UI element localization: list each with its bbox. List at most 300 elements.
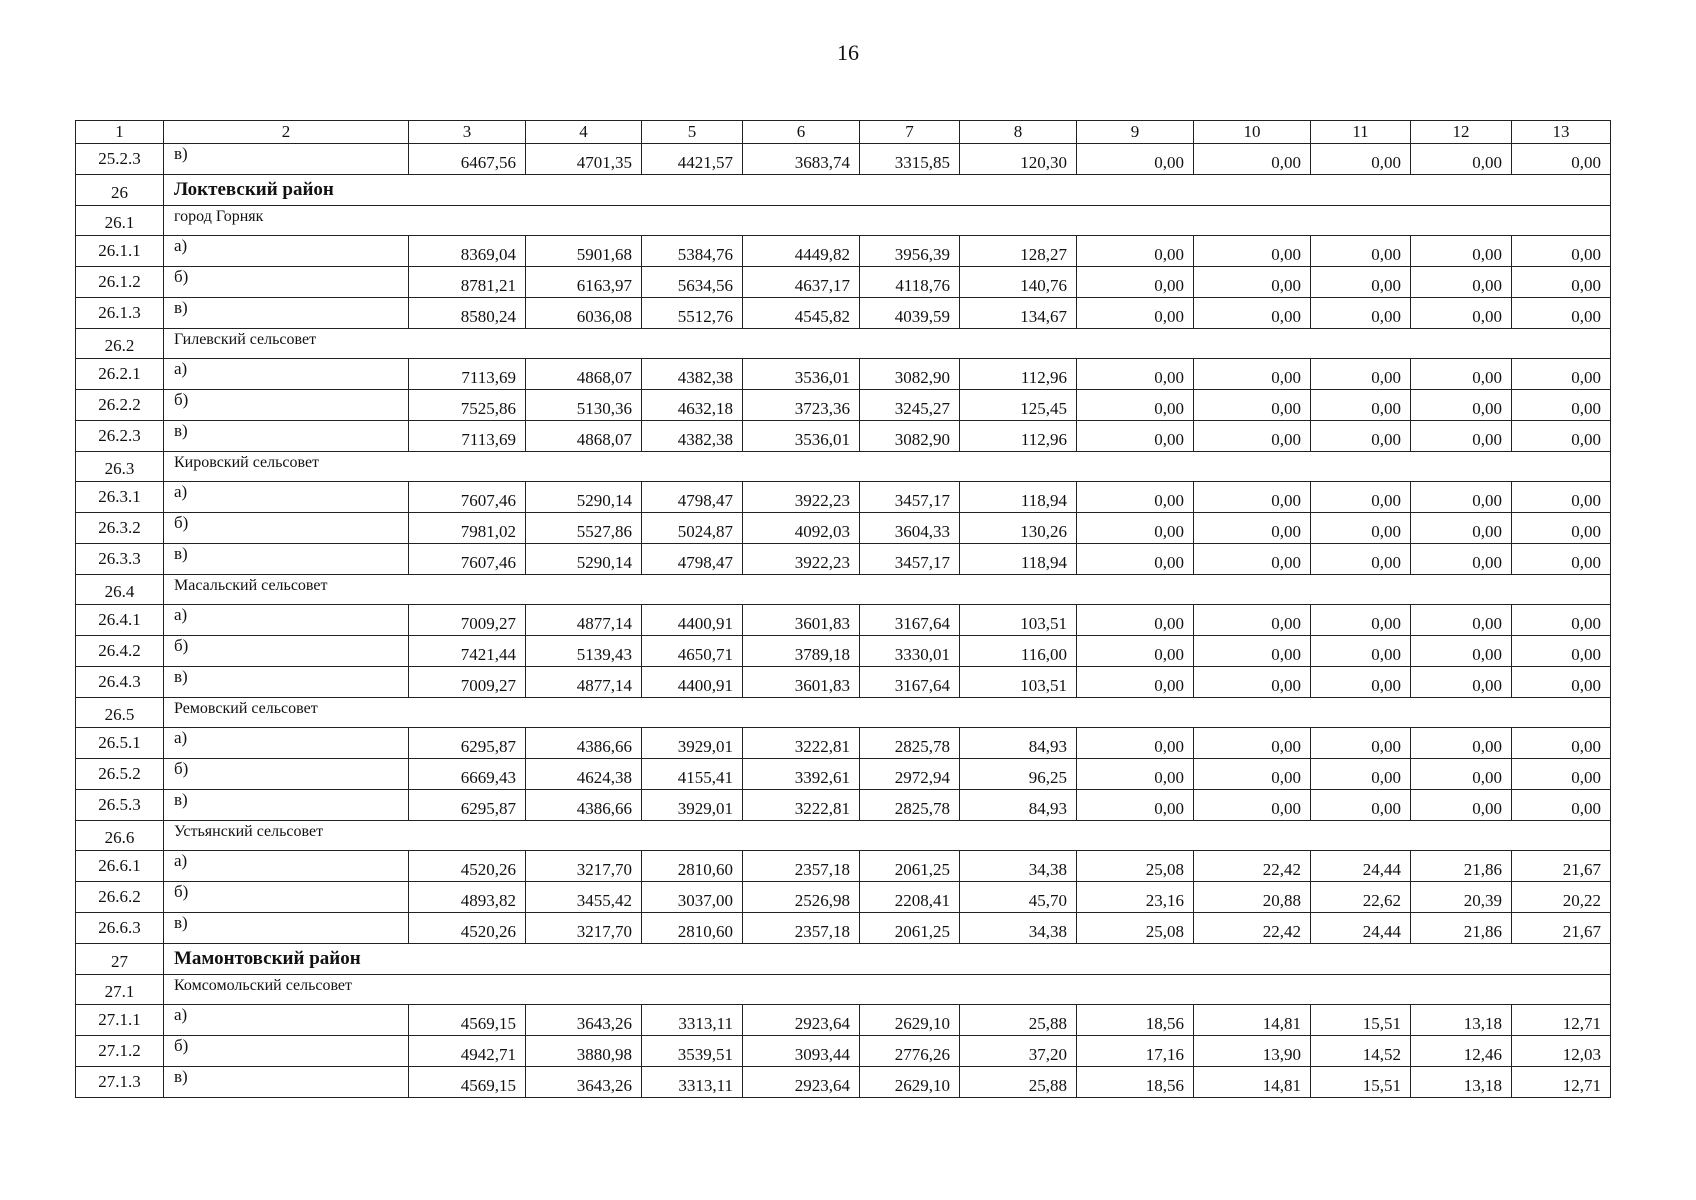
- value-cell: 103,51: [960, 667, 1077, 698]
- value-cell: 0,00: [1411, 728, 1512, 759]
- value-cell: 3082,90: [860, 421, 960, 452]
- table-row: [76, 1036, 1611, 1067]
- value-cell: 2061,25: [860, 913, 960, 944]
- value-cell: 20,88: [1194, 882, 1311, 913]
- value-cell: 21,67: [1512, 851, 1611, 882]
- value-cell: 5139,43: [526, 636, 642, 667]
- value-cell: 2810,60: [642, 913, 743, 944]
- row-code: 27.1.1: [76, 1005, 164, 1036]
- value-cell: 4039,59: [860, 298, 960, 329]
- value-cell: 22,42: [1194, 913, 1311, 944]
- settlement-row: [76, 698, 1611, 728]
- value-cell: 12,71: [1512, 1067, 1611, 1098]
- row-label: в): [164, 421, 409, 452]
- value-cell: 12,03: [1512, 1036, 1611, 1067]
- settlement-row: [76, 329, 1611, 359]
- row-label: в): [164, 913, 409, 944]
- value-cell: 8369,04: [409, 236, 526, 267]
- value-cell: 0,00: [1077, 267, 1194, 298]
- value-cell: 3723,36: [743, 390, 860, 421]
- value-cell: 8580,24: [409, 298, 526, 329]
- value-cell: 14,81: [1194, 1067, 1311, 1098]
- value-cell: 3643,26: [526, 1005, 642, 1036]
- value-cell: 0,00: [1077, 390, 1194, 421]
- value-cell: 5290,14: [526, 482, 642, 513]
- value-cell: 0,00: [1411, 636, 1512, 667]
- value-cell: 5512,76: [642, 298, 743, 329]
- value-cell: 130,26: [960, 513, 1077, 544]
- row-code: 26.2.3: [76, 421, 164, 452]
- value-cell: 0,00: [1194, 359, 1311, 390]
- settlement-name: город Горняк: [164, 206, 1611, 236]
- value-cell: 7113,69: [409, 359, 526, 390]
- value-cell: 0,00: [1512, 421, 1611, 452]
- value-cell: 0,00: [1194, 421, 1311, 452]
- value-cell: 120,30: [960, 144, 1077, 175]
- value-cell: 0,00: [1077, 298, 1194, 329]
- row-code: 26.5: [76, 698, 164, 728]
- value-cell: 3313,11: [642, 1067, 743, 1098]
- value-cell: 4118,76: [860, 267, 960, 298]
- value-cell: 0,00: [1411, 390, 1512, 421]
- value-cell: 3217,70: [526, 851, 642, 882]
- value-cell: 20,22: [1512, 882, 1611, 913]
- column-number: 5: [642, 121, 743, 144]
- row-code: 26.5.1: [76, 728, 164, 759]
- value-cell: 4400,91: [642, 667, 743, 698]
- value-cell: 2810,60: [642, 851, 743, 882]
- value-cell: 0,00: [1311, 636, 1411, 667]
- table-row: [76, 913, 1611, 944]
- row-code: 26.4.3: [76, 667, 164, 698]
- value-cell: 0,00: [1411, 267, 1512, 298]
- value-cell: 0,00: [1311, 298, 1411, 329]
- value-cell: 4701,35: [526, 144, 642, 175]
- value-cell: 0,00: [1194, 728, 1311, 759]
- value-cell: 3643,26: [526, 1067, 642, 1098]
- value-cell: 140,76: [960, 267, 1077, 298]
- value-cell: 4386,66: [526, 790, 642, 821]
- value-cell: 3536,01: [743, 421, 860, 452]
- settlement-name: Комсомольский сельсовет: [164, 975, 1611, 1005]
- value-cell: 25,88: [960, 1067, 1077, 1098]
- column-number: 3: [409, 121, 526, 144]
- value-cell: 112,96: [960, 421, 1077, 452]
- value-cell: 7421,44: [409, 636, 526, 667]
- value-cell: 3536,01: [743, 359, 860, 390]
- value-cell: 84,93: [960, 728, 1077, 759]
- value-cell: 6295,87: [409, 728, 526, 759]
- value-cell: 4386,66: [526, 728, 642, 759]
- row-label: а): [164, 728, 409, 759]
- value-cell: 3604,33: [860, 513, 960, 544]
- value-cell: 3167,64: [860, 667, 960, 698]
- value-cell: 0,00: [1194, 236, 1311, 267]
- value-cell: 21,67: [1512, 913, 1611, 944]
- settlement-name: Кировский сельсовет: [164, 452, 1611, 482]
- table-row: [76, 882, 1611, 913]
- value-cell: 112,96: [960, 359, 1077, 390]
- value-cell: 3082,90: [860, 359, 960, 390]
- value-cell: 0,00: [1512, 236, 1611, 267]
- value-cell: 3330,01: [860, 636, 960, 667]
- value-cell: 2208,41: [860, 882, 960, 913]
- value-cell: 3455,42: [526, 882, 642, 913]
- value-cell: 22,62: [1311, 882, 1411, 913]
- row-label: в): [164, 144, 409, 175]
- value-cell: 0,00: [1194, 605, 1311, 636]
- value-cell: 3167,64: [860, 605, 960, 636]
- settlement-name: Масальский сельсовет: [164, 575, 1611, 605]
- value-cell: 24,44: [1311, 913, 1411, 944]
- value-cell: 2629,10: [860, 1067, 960, 1098]
- row-label: б): [164, 390, 409, 421]
- value-cell: 3392,61: [743, 759, 860, 790]
- value-cell: 4092,03: [743, 513, 860, 544]
- value-cell: 4650,71: [642, 636, 743, 667]
- value-cell: 0,00: [1411, 144, 1512, 175]
- value-cell: 34,38: [960, 913, 1077, 944]
- district-name: Мамонтовский район: [164, 944, 1611, 975]
- value-cell: 0,00: [1311, 482, 1411, 513]
- district-name: Локтевский район: [164, 175, 1611, 206]
- value-cell: 0,00: [1512, 790, 1611, 821]
- value-cell: 3956,39: [860, 236, 960, 267]
- value-cell: 4632,18: [642, 390, 743, 421]
- column-number: 9: [1077, 121, 1194, 144]
- row-code: 26.4.2: [76, 636, 164, 667]
- value-cell: 0,00: [1512, 359, 1611, 390]
- value-cell: 7009,27: [409, 605, 526, 636]
- row-code: 26.3: [76, 452, 164, 482]
- value-cell: 5024,87: [642, 513, 743, 544]
- row-code: 26.1.1: [76, 236, 164, 267]
- value-cell: 4545,82: [743, 298, 860, 329]
- value-cell: 3683,74: [743, 144, 860, 175]
- value-cell: 5901,68: [526, 236, 642, 267]
- value-cell: 0,00: [1512, 513, 1611, 544]
- value-cell: 14,52: [1311, 1036, 1411, 1067]
- row-code: 26.5.3: [76, 790, 164, 821]
- row-code: 26.3.2: [76, 513, 164, 544]
- row-code: 26.2.2: [76, 390, 164, 421]
- value-cell: 0,00: [1194, 636, 1311, 667]
- row-label: а): [164, 359, 409, 390]
- value-cell: 84,93: [960, 790, 1077, 821]
- value-cell: 4624,38: [526, 759, 642, 790]
- value-cell: 0,00: [1311, 390, 1411, 421]
- value-cell: 0,00: [1411, 359, 1512, 390]
- value-cell: 0,00: [1311, 359, 1411, 390]
- value-cell: 2061,25: [860, 851, 960, 882]
- row-label: в): [164, 298, 409, 329]
- value-cell: 13,90: [1194, 1036, 1311, 1067]
- value-cell: 0,00: [1311, 421, 1411, 452]
- table-row: [76, 359, 1611, 390]
- row-label: б): [164, 513, 409, 544]
- row-label: а): [164, 1005, 409, 1036]
- value-cell: 0,00: [1194, 482, 1311, 513]
- district-row: [76, 944, 1611, 975]
- value-cell: 4569,15: [409, 1005, 526, 1036]
- value-cell: 45,70: [960, 882, 1077, 913]
- row-code: 26: [76, 175, 164, 206]
- value-cell: 0,00: [1512, 728, 1611, 759]
- value-cell: 0,00: [1311, 759, 1411, 790]
- value-cell: 2629,10: [860, 1005, 960, 1036]
- value-cell: 0,00: [1512, 144, 1611, 175]
- table-row: [76, 482, 1611, 513]
- row-code: 26.4.1: [76, 605, 164, 636]
- value-cell: 23,16: [1077, 882, 1194, 913]
- value-cell: 0,00: [1311, 236, 1411, 267]
- table-row: [76, 236, 1611, 267]
- row-code: 26.2: [76, 329, 164, 359]
- settlement-row: [76, 575, 1611, 605]
- value-cell: 4382,38: [642, 421, 743, 452]
- value-cell: 6467,56: [409, 144, 526, 175]
- column-number: 10: [1194, 121, 1311, 144]
- value-cell: 0,00: [1311, 267, 1411, 298]
- value-cell: 17,16: [1077, 1036, 1194, 1067]
- value-cell: 0,00: [1311, 790, 1411, 821]
- value-cell: 3601,83: [743, 605, 860, 636]
- settlement-name: Устьянский сельсовет: [164, 821, 1611, 851]
- value-cell: 2972,94: [860, 759, 960, 790]
- table-row: [76, 390, 1611, 421]
- settlement-row: [76, 452, 1611, 482]
- table-row: [76, 421, 1611, 452]
- value-cell: 0,00: [1411, 667, 1512, 698]
- row-code: 26.1.3: [76, 298, 164, 329]
- value-cell: 0,00: [1311, 728, 1411, 759]
- value-cell: 4637,17: [743, 267, 860, 298]
- row-label: в): [164, 667, 409, 698]
- value-cell: 4877,14: [526, 667, 642, 698]
- value-cell: 3457,17: [860, 482, 960, 513]
- value-cell: 3315,85: [860, 144, 960, 175]
- value-cell: 0,00: [1077, 359, 1194, 390]
- row-code: 26.3.3: [76, 544, 164, 575]
- value-cell: 4798,47: [642, 544, 743, 575]
- row-code: 27.1.3: [76, 1067, 164, 1098]
- table-row: [76, 513, 1611, 544]
- row-label: а): [164, 605, 409, 636]
- value-cell: 3245,27: [860, 390, 960, 421]
- column-number: 8: [960, 121, 1077, 144]
- value-cell: 22,42: [1194, 851, 1311, 882]
- value-cell: 0,00: [1512, 267, 1611, 298]
- value-cell: 7981,02: [409, 513, 526, 544]
- value-cell: 3222,81: [743, 790, 860, 821]
- row-label: б): [164, 759, 409, 790]
- table-row: [76, 298, 1611, 329]
- value-cell: 0,00: [1512, 298, 1611, 329]
- value-cell: 0,00: [1077, 759, 1194, 790]
- table-row: [76, 267, 1611, 298]
- value-cell: 0,00: [1411, 421, 1512, 452]
- value-cell: 4893,82: [409, 882, 526, 913]
- district-row: [76, 175, 1611, 206]
- value-cell: 0,00: [1411, 298, 1512, 329]
- value-cell: 0,00: [1411, 513, 1512, 544]
- value-cell: 0,00: [1077, 513, 1194, 544]
- value-cell: 4520,26: [409, 851, 526, 882]
- row-label: б): [164, 882, 409, 913]
- column-number: 7: [860, 121, 960, 144]
- table-body: [76, 144, 1611, 1098]
- value-cell: 0,00: [1194, 667, 1311, 698]
- column-number: 1: [76, 121, 164, 144]
- value-cell: 3539,51: [642, 1036, 743, 1067]
- column-number: 6: [743, 121, 860, 144]
- table-row: [76, 144, 1611, 175]
- row-code: 27: [76, 944, 164, 975]
- value-cell: 0,00: [1311, 605, 1411, 636]
- value-cell: 7525,86: [409, 390, 526, 421]
- column-number: 4: [526, 121, 642, 144]
- value-cell: 2526,98: [743, 882, 860, 913]
- value-cell: 0,00: [1311, 544, 1411, 575]
- row-label: б): [164, 636, 409, 667]
- value-cell: 2825,78: [860, 728, 960, 759]
- value-cell: 0,00: [1512, 636, 1611, 667]
- value-cell: 2776,26: [860, 1036, 960, 1067]
- value-cell: 128,27: [960, 236, 1077, 267]
- value-cell: 116,00: [960, 636, 1077, 667]
- value-cell: 4520,26: [409, 913, 526, 944]
- value-cell: 2825,78: [860, 790, 960, 821]
- value-cell: 96,25: [960, 759, 1077, 790]
- value-cell: 3093,44: [743, 1036, 860, 1067]
- value-cell: 118,94: [960, 482, 1077, 513]
- value-cell: 0,00: [1512, 544, 1611, 575]
- value-cell: 12,46: [1411, 1036, 1512, 1067]
- settlement-row: [76, 821, 1611, 851]
- value-cell: 0,00: [1194, 790, 1311, 821]
- value-cell: 0,00: [1311, 144, 1411, 175]
- row-code: 25.2.3: [76, 144, 164, 175]
- row-label: а): [164, 482, 409, 513]
- row-label: а): [164, 851, 409, 882]
- settlement-row: [76, 975, 1611, 1005]
- column-number-row: [76, 121, 1611, 144]
- column-number: 12: [1411, 121, 1512, 144]
- settlement-row: [76, 206, 1611, 236]
- value-cell: 4449,82: [743, 236, 860, 267]
- value-cell: 3922,23: [743, 482, 860, 513]
- settlement-name: Ремовский сельсовет: [164, 698, 1611, 728]
- value-cell: 13,18: [1411, 1067, 1512, 1098]
- value-cell: 0,00: [1077, 236, 1194, 267]
- value-cell: 15,51: [1311, 1005, 1411, 1036]
- value-cell: 25,08: [1077, 913, 1194, 944]
- value-cell: 3922,23: [743, 544, 860, 575]
- value-cell: 0,00: [1411, 544, 1512, 575]
- row-label: в): [164, 1067, 409, 1098]
- value-cell: 4421,57: [642, 144, 743, 175]
- row-label: в): [164, 544, 409, 575]
- value-cell: 0,00: [1077, 667, 1194, 698]
- value-cell: 0,00: [1512, 667, 1611, 698]
- value-cell: 13,18: [1411, 1005, 1512, 1036]
- value-cell: 0,00: [1411, 605, 1512, 636]
- value-cell: 0,00: [1077, 421, 1194, 452]
- value-cell: 4942,71: [409, 1036, 526, 1067]
- row-code: 26.2.1: [76, 359, 164, 390]
- value-cell: 4868,07: [526, 359, 642, 390]
- value-cell: 0,00: [1411, 482, 1512, 513]
- value-cell: 0,00: [1077, 544, 1194, 575]
- value-cell: 4155,41: [642, 759, 743, 790]
- value-cell: 0,00: [1194, 298, 1311, 329]
- value-cell: 3037,00: [642, 882, 743, 913]
- value-cell: 5527,86: [526, 513, 642, 544]
- value-cell: 3222,81: [743, 728, 860, 759]
- value-cell: 0,00: [1512, 390, 1611, 421]
- table-row: [76, 636, 1611, 667]
- value-cell: 3789,18: [743, 636, 860, 667]
- tariff-table: [75, 120, 1611, 1098]
- value-cell: 5130,36: [526, 390, 642, 421]
- column-number: 11: [1311, 121, 1411, 144]
- value-cell: 2357,18: [743, 913, 860, 944]
- value-cell: 0,00: [1194, 759, 1311, 790]
- value-cell: 0,00: [1512, 605, 1611, 636]
- value-cell: 4798,47: [642, 482, 743, 513]
- value-cell: 15,51: [1311, 1067, 1411, 1098]
- value-cell: 0,00: [1077, 728, 1194, 759]
- table-row: [76, 1067, 1611, 1098]
- table-row: [76, 667, 1611, 698]
- value-cell: 0,00: [1077, 144, 1194, 175]
- value-cell: 0,00: [1194, 144, 1311, 175]
- row-code: 27.1.2: [76, 1036, 164, 1067]
- table-row: [76, 605, 1611, 636]
- table-row: [76, 851, 1611, 882]
- value-cell: 5290,14: [526, 544, 642, 575]
- value-cell: 6163,97: [526, 267, 642, 298]
- value-cell: 125,45: [960, 390, 1077, 421]
- table-row: [76, 1005, 1611, 1036]
- value-cell: 2923,64: [743, 1005, 860, 1036]
- value-cell: 3880,98: [526, 1036, 642, 1067]
- row-code: 26.5.2: [76, 759, 164, 790]
- value-cell: 0,00: [1194, 390, 1311, 421]
- row-label: в): [164, 790, 409, 821]
- value-cell: 6036,08: [526, 298, 642, 329]
- value-cell: 8781,21: [409, 267, 526, 298]
- row-code: 26.1.2: [76, 267, 164, 298]
- value-cell: 0,00: [1311, 667, 1411, 698]
- table-row: [76, 544, 1611, 575]
- value-cell: 2357,18: [743, 851, 860, 882]
- value-cell: 7009,27: [409, 667, 526, 698]
- value-cell: 5384,76: [642, 236, 743, 267]
- value-cell: 37,20: [960, 1036, 1077, 1067]
- value-cell: 5634,56: [642, 267, 743, 298]
- value-cell: 0,00: [1077, 790, 1194, 821]
- value-cell: 0,00: [1194, 544, 1311, 575]
- value-cell: 4382,38: [642, 359, 743, 390]
- value-cell: 7607,46: [409, 544, 526, 575]
- value-cell: 134,67: [960, 298, 1077, 329]
- value-cell: 3601,83: [743, 667, 860, 698]
- value-cell: 21,86: [1411, 851, 1512, 882]
- value-cell: 7113,69: [409, 421, 526, 452]
- value-cell: 0,00: [1411, 790, 1512, 821]
- value-cell: 3457,17: [860, 544, 960, 575]
